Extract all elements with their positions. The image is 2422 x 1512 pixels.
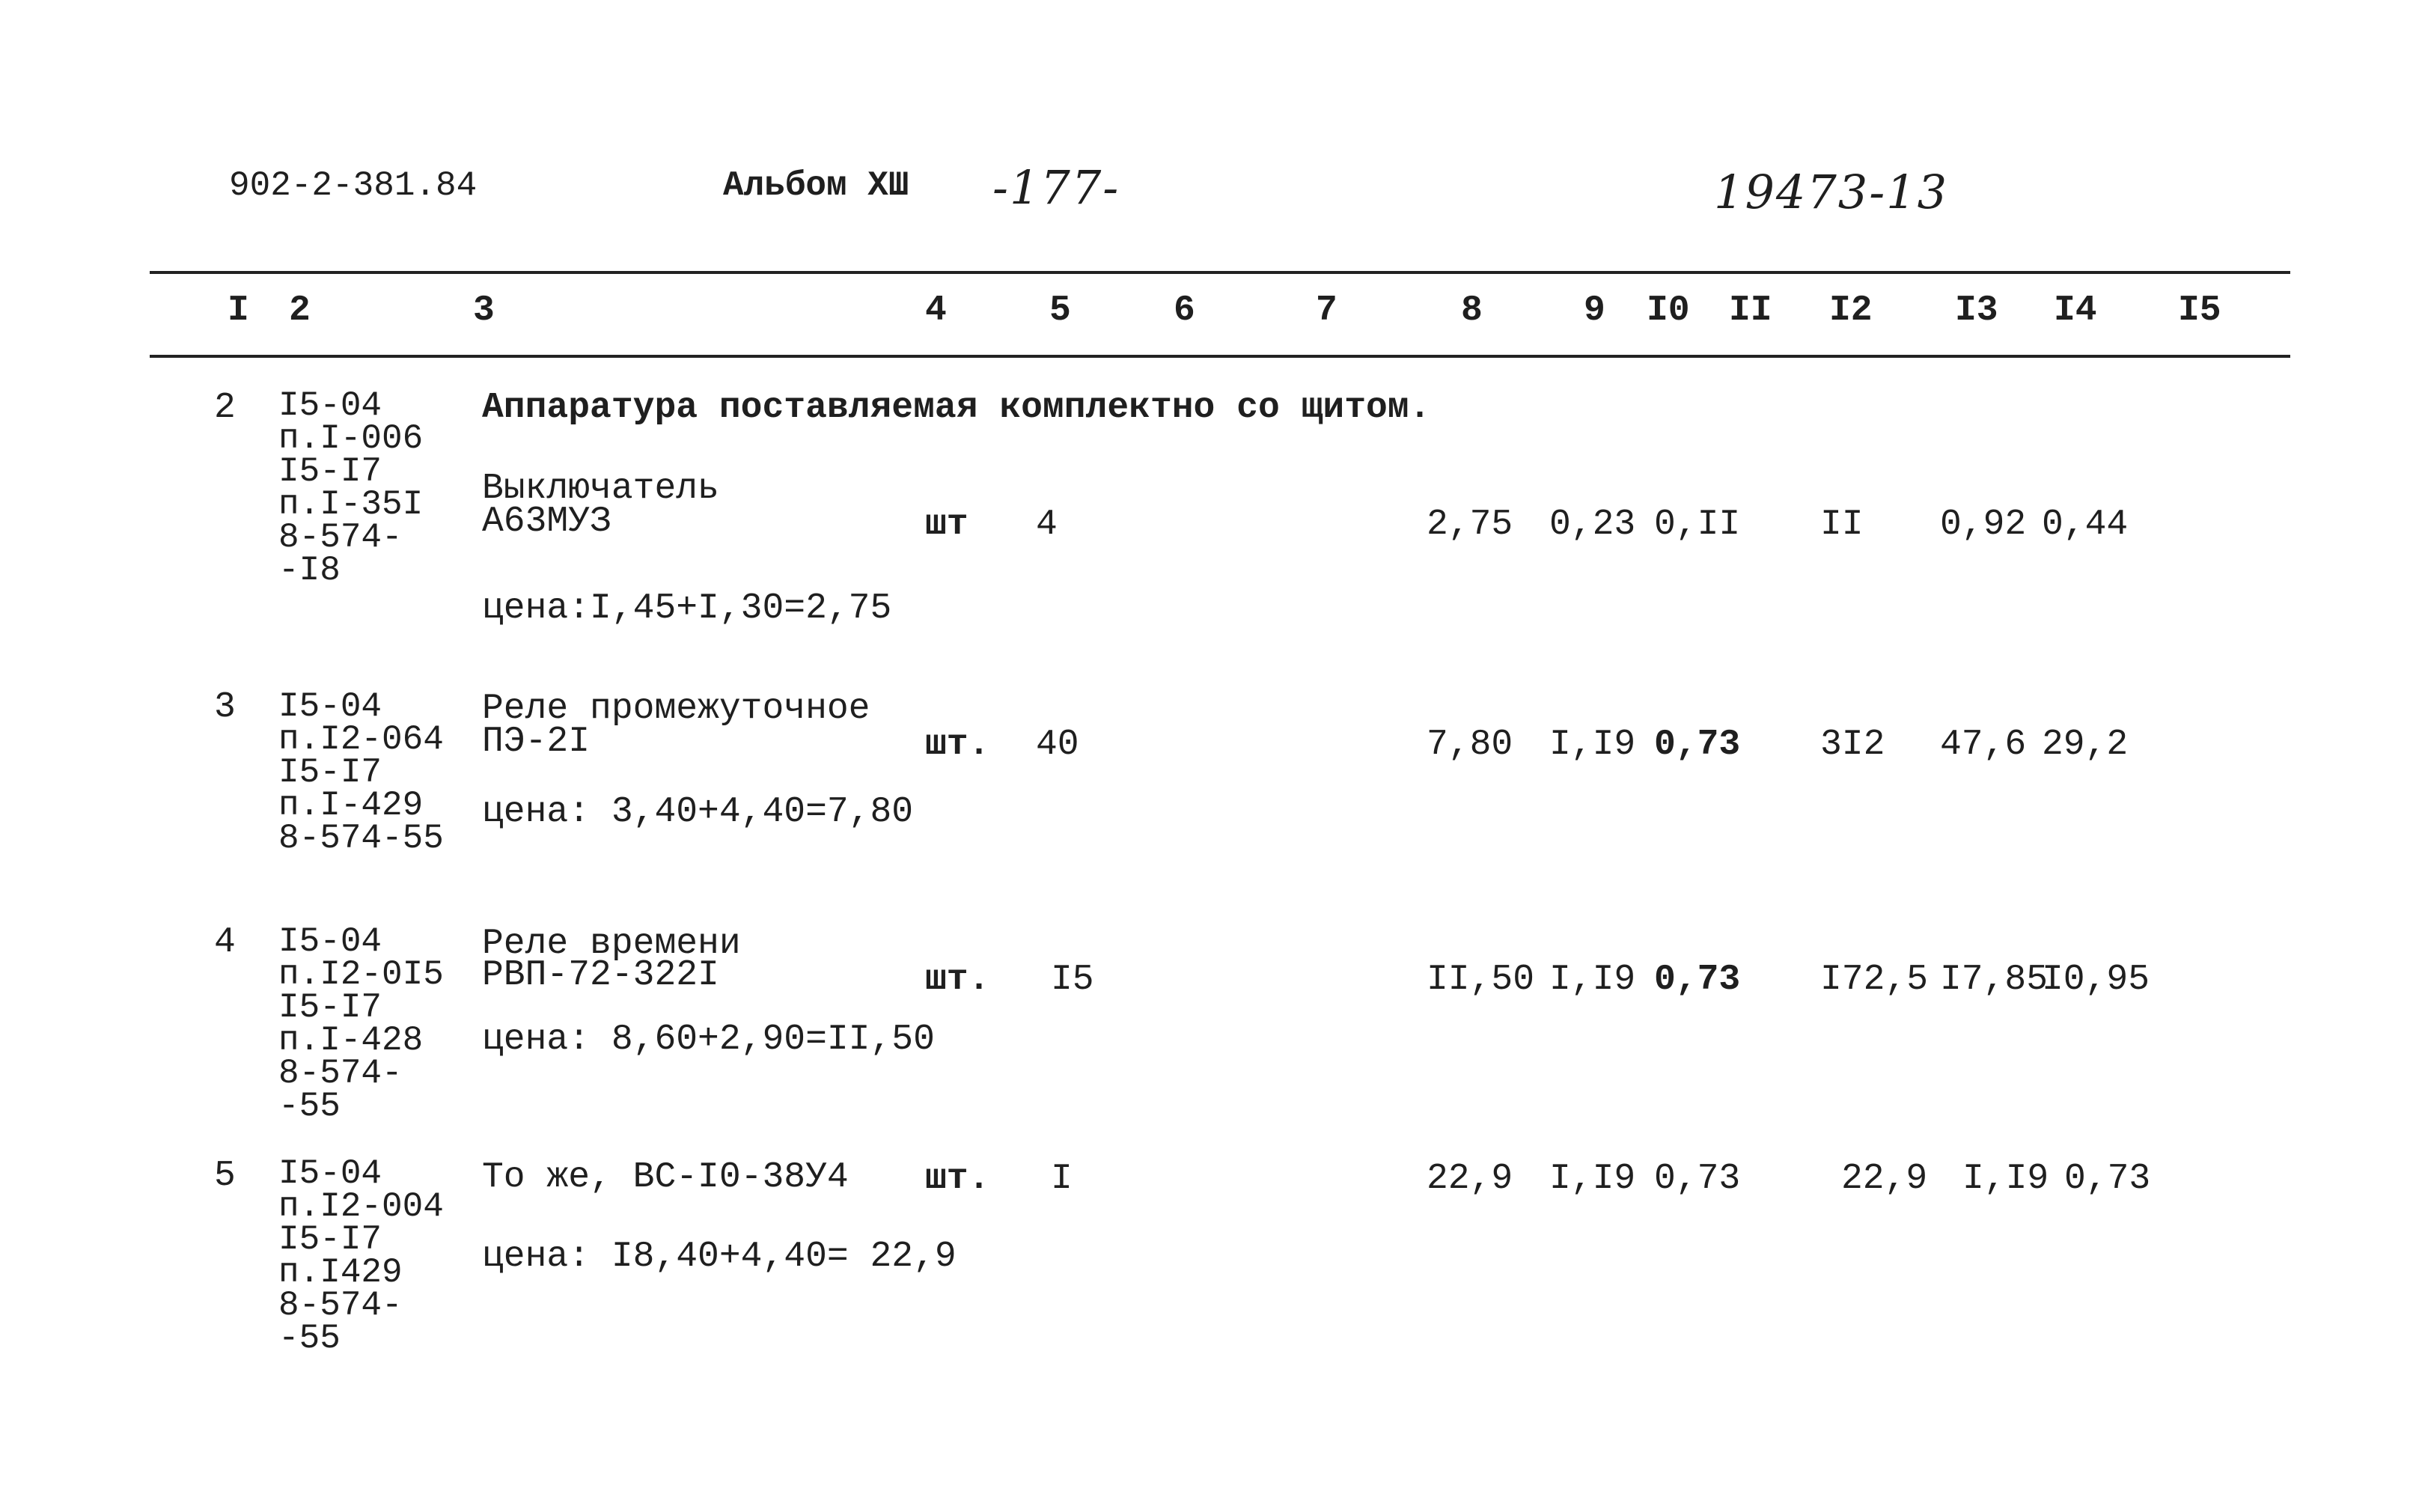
col-12-value: 3I2 [1820, 725, 1885, 765]
col-head-4: 4 [925, 290, 947, 331]
col-9-value: 0,23 [1549, 504, 1636, 545]
col-head-7: 7 [1316, 290, 1337, 331]
item-name: То же, ВС-I0-38У4 [482, 1157, 849, 1198]
item-name: Реле времени [482, 924, 741, 964]
row-number: 3 [214, 687, 236, 728]
col-head-2: 2 [289, 290, 311, 331]
quantity: I [1051, 1159, 1073, 1199]
col-14-value: 0,73 [2064, 1159, 2151, 1199]
col-head-14: I4 [2054, 290, 2097, 331]
col-14-value: 0,44 [2042, 504, 2129, 545]
item-price: цена:I,45+I,30=2,75 [482, 588, 892, 629]
col-8-value: II,50 [1427, 960, 1535, 1000]
item-model: ПЭ-2I [482, 722, 591, 762]
unit: шт. [925, 725, 990, 765]
col-14-value: 29,2 [2042, 725, 2129, 765]
document-code: 902-2-381.84 [229, 166, 478, 205]
col-14-value: I0,95 [2042, 960, 2150, 1000]
col-12-value: I72,5 [1820, 960, 1929, 1000]
col-head-9: 9 [1584, 290, 1605, 331]
col-10-value: 0,73 [1654, 725, 1741, 765]
col-9-value: I,I9 [1549, 1159, 1636, 1199]
unit: шт. [925, 1159, 990, 1199]
col-8-value: 22,9 [1427, 1159, 1513, 1199]
section-title: Аппаратура поставляемая комплектно со щитом. [482, 388, 1431, 428]
col-head-15: I5 [2178, 290, 2221, 331]
top-rule [150, 271, 2290, 274]
item-price: цена: 8,60+2,90=II,50 [482, 1019, 935, 1060]
item-name: Выключатель [482, 469, 719, 509]
col-13-value: I,I9 [1962, 1159, 2049, 1199]
quantity: 40 [1036, 725, 1079, 765]
row-number: 4 [214, 922, 236, 963]
col-8-value: 7,80 [1427, 725, 1513, 765]
quantity: 4 [1036, 504, 1058, 545]
col-13-value: 47,6 [1940, 725, 2027, 765]
quantity: I5 [1051, 960, 1094, 1000]
col-head-10: I0 [1647, 290, 1690, 331]
col-12-value: 22,9 [1841, 1159, 1928, 1199]
norm-codes: I5-04 п.I2-0I5 I5-I7 п.I-428 8-574- -55 [278, 922, 444, 1126]
col-head-13: I3 [1955, 290, 1998, 331]
col-13-value: I7,85 [1940, 960, 2049, 1000]
col-head-1: I [228, 290, 249, 331]
norm-codes: I5-04 п.I2-064 I5-I7 п.I-429 8-574-55 [278, 687, 444, 858]
col-10-value: 0,II [1654, 504, 1741, 545]
col-head-5: 5 [1049, 290, 1071, 331]
col-9-value: I,I9 [1549, 725, 1636, 765]
unit: шт [925, 504, 969, 545]
norm-codes: I5-04 п.I2-004 I5-I7 п.I429 8-574- -55 [278, 1154, 444, 1358]
col-head-12: I2 [1829, 290, 1873, 331]
col-13-value: 0,92 [1940, 504, 2027, 545]
item-name: Реле промежуточное [482, 689, 870, 729]
row-number: 2 [214, 388, 236, 428]
col-10-value: 0,73 [1654, 1159, 1741, 1199]
col-10-value: 0,73 [1654, 960, 1741, 1000]
col-9-value: I,I9 [1549, 960, 1636, 1000]
col-head-3: 3 [473, 290, 495, 331]
col-8-value: 2,75 [1427, 504, 1513, 545]
header-rule [150, 355, 2290, 358]
col-12-value: II [1820, 504, 1864, 545]
item-price: цена: 3,40+4,40=7,80 [482, 792, 914, 832]
col-head-8: 8 [1461, 290, 1483, 331]
page-number: -177- [992, 160, 1120, 215]
unit: шт. [925, 960, 990, 1000]
archive-number: 19473-13 [1714, 165, 1949, 219]
col-head-11: II [1729, 290, 1772, 331]
norm-codes: I5-04 п.I-006 I5-I7 п.I-35I 8-574- -I8 [278, 386, 424, 590]
item-model: А63МУЗ [482, 502, 611, 542]
album-label: Альбом ХШ [723, 166, 909, 205]
col-head-6: 6 [1174, 290, 1195, 331]
item-price: цена: I8,40+4,40= 22,9 [482, 1237, 957, 1277]
item-model: РВП-72-322I [482, 955, 719, 996]
row-number: 5 [214, 1156, 236, 1196]
